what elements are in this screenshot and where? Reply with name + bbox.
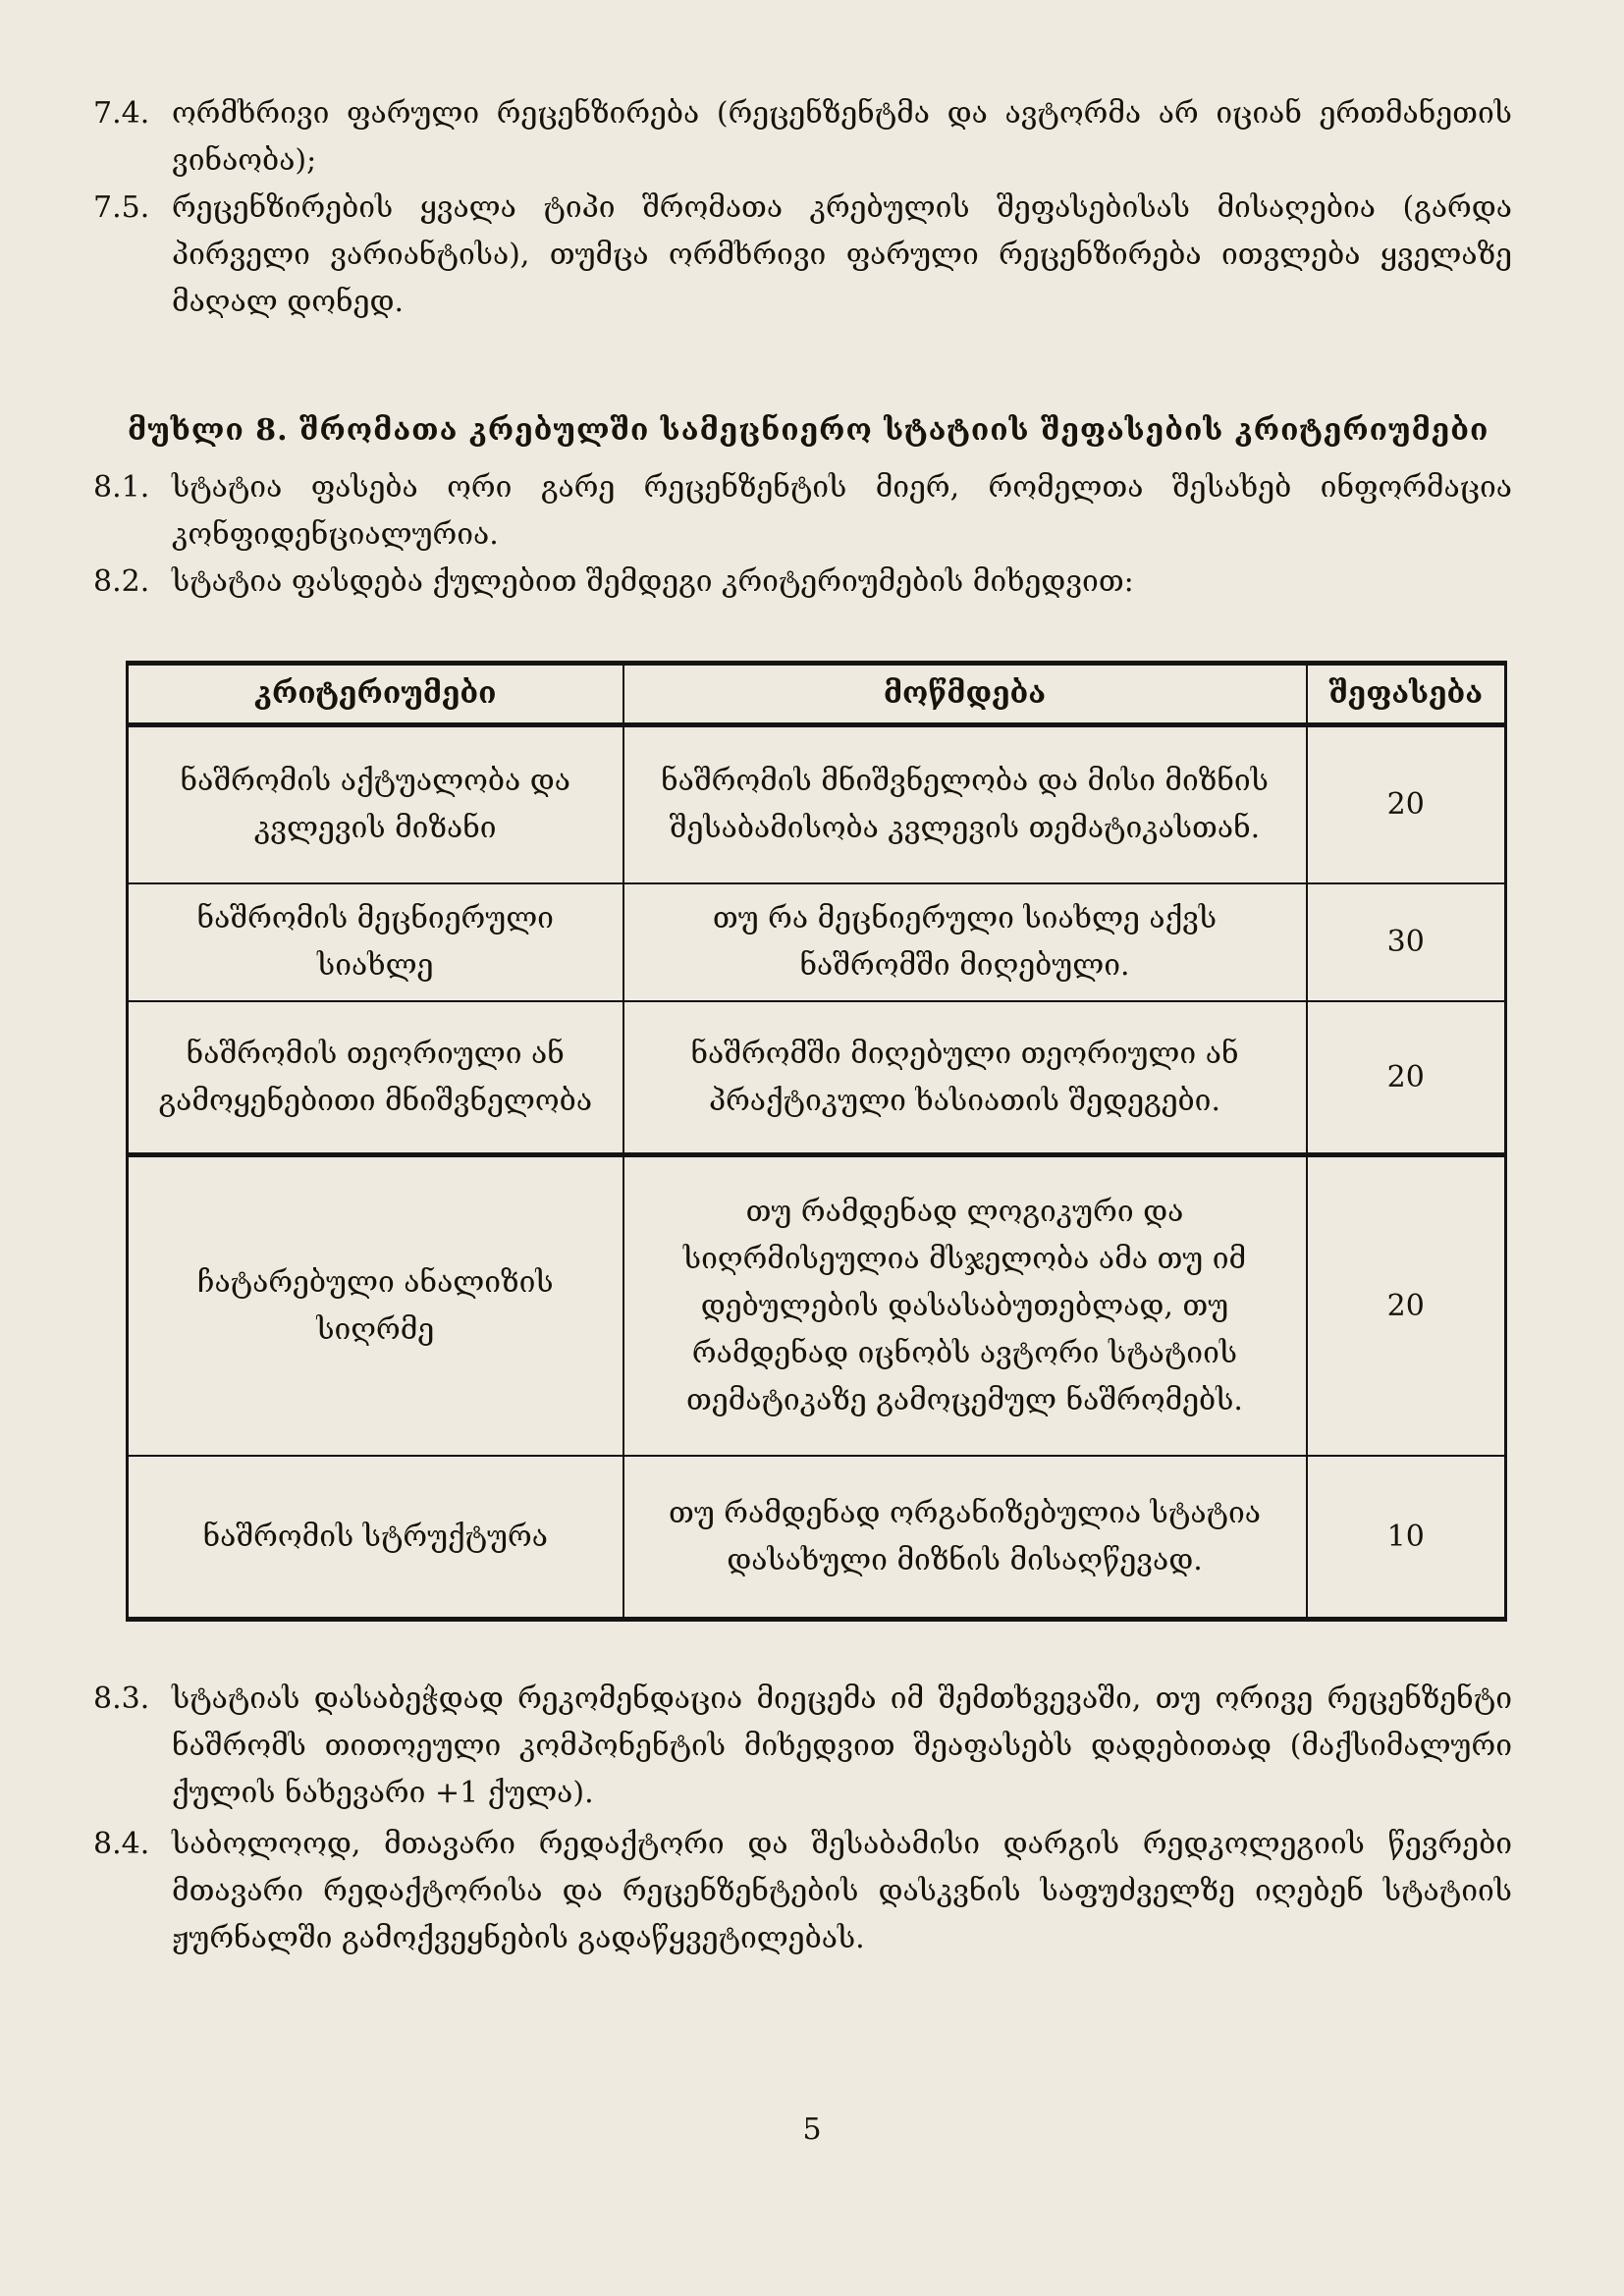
criterion-cell: ნაშრომის მეცნიერული სიახლე xyxy=(128,883,623,1001)
criterion-cell: ჩატარებული ანალიზის სიღრმე xyxy=(128,1155,623,1457)
item-number: 8.4. xyxy=(93,1827,150,1861)
item-number: 8.1. xyxy=(93,470,150,505)
table-row xyxy=(128,883,1506,1001)
list-item-8-2 xyxy=(93,559,1512,606)
column-header-checked: მოწმდება xyxy=(623,664,1307,725)
table-row xyxy=(128,1456,1506,1620)
score-cell: 20 xyxy=(1307,1155,1506,1457)
criterion-cell: ნაშრომის სტრუქტურა xyxy=(128,1456,623,1620)
item-text: სტატია ფასება ორი გარე რეცენზენტის მიერ, რომელთა შესახებ ინფორმაცია კონფიდენციალურია. xyxy=(172,470,1512,552)
item-text: რეცენზირების ყვალა ტიპი შრომათა კრებულის შეფასებისას მისაღებია (გარდა პირველი ვარიანტისა), თუმცა ორმხრივი ფარული რეცენზირება ითვლება ყველაზე მაღალ დონედ. xyxy=(172,190,1512,319)
list-item-8-1 xyxy=(93,464,1512,559)
item-text: ორმხრივი ფარული რეცენზირება (რეცენზენტმა და ავტორმა არ იციან ერთმანეთის ვინაობა); xyxy=(172,96,1512,178)
score-cell: 10 xyxy=(1307,1456,1506,1620)
score-cell: 20 xyxy=(1307,1001,1506,1155)
article-8-heading: მუხლი 8. შრომათა კრებულში სამეცნიერო სტატიის შეფასების კრიტერიუმები xyxy=(128,413,1489,448)
description-cell: თუ რამდენად ორგანიზებულია სტატია დასახული მიზნის მისაღწევად. xyxy=(623,1456,1307,1620)
list-item-8-3 xyxy=(93,1676,1512,1817)
page-number: 5 xyxy=(802,2112,822,2147)
table-row xyxy=(128,1155,1506,1457)
criterion-cell: ნაშრომის თეორიული ან გამოყენებითი მნიშვნელობა xyxy=(128,1001,623,1155)
evaluation-criteria-table xyxy=(126,661,1507,1622)
item-text: საბოლოოდ, მთავარი რედაქტორი და შესაბამისი დარგის რედკოლეგიის წევრები მთავარი რედაქტორისა და რეცენზენტების დასკვნის საფუძველზე იღებენ სტატიის ჟურნალში გამოქვეყნების გადაწყვეტილებას. xyxy=(172,1827,1512,1955)
column-header-criteria: კრიტერიუმები xyxy=(128,664,623,725)
item-number: 7.4. xyxy=(93,96,150,131)
list-item-7-4 xyxy=(93,90,1512,185)
list-item-7-5 xyxy=(93,185,1512,326)
description-cell: ნაშრომში მიღებული თეორიული ან პრაქტიკული ხასიათის შედეგები. xyxy=(623,1001,1307,1155)
item-number: 8.3. xyxy=(93,1682,150,1716)
item-number: 7.5. xyxy=(93,190,150,225)
description-cell: თუ რამდენად ლოგიკური და სიღრმისეულია მსჯელობა ამა თუ იმ დებულების დასასაბუთებლად, თუ რამდენად იცნობს ავტორი სტატიის თემატიკაზე გამოცემულ ნაშრომებს. xyxy=(623,1155,1307,1457)
description-cell: თუ რა მეცნიერული სიახლე აქვს ნაშრომში მიღებული. xyxy=(623,883,1307,1001)
table-header-row xyxy=(128,664,1506,725)
criterion-cell: ნაშრომის აქტუალობა და კვლევის მიზანი xyxy=(128,725,623,884)
item-number: 8.2. xyxy=(93,564,150,599)
table-row xyxy=(128,1001,1506,1155)
description-cell: ნაშრომის მნიშვნელობა და მისი მიზნის შესაბამისობა კვლევის თემატიკასთან. xyxy=(623,725,1307,884)
item-text: სტატიას დასაბეჭდად რეკომენდაცია მიეცემა იმ შემთხვევაში, თუ ორივე რეცენზენტი ნაშრომს თითოეული კომპონენტის მიხედვით შეაფასებს დადებითად (მაქსიმალური ქულის ნახევარი +1 ქულა). xyxy=(172,1682,1512,1810)
column-header-score: შეფასება xyxy=(1307,664,1506,725)
score-cell: 20 xyxy=(1307,725,1506,884)
item-text: სტატია ფასდება ქულებით შემდეგი კრიტერიუმების მიხედვით: xyxy=(172,564,1134,599)
list-item-8-4 xyxy=(93,1821,1512,1962)
score-cell: 30 xyxy=(1307,883,1506,1001)
table-row xyxy=(128,725,1506,884)
